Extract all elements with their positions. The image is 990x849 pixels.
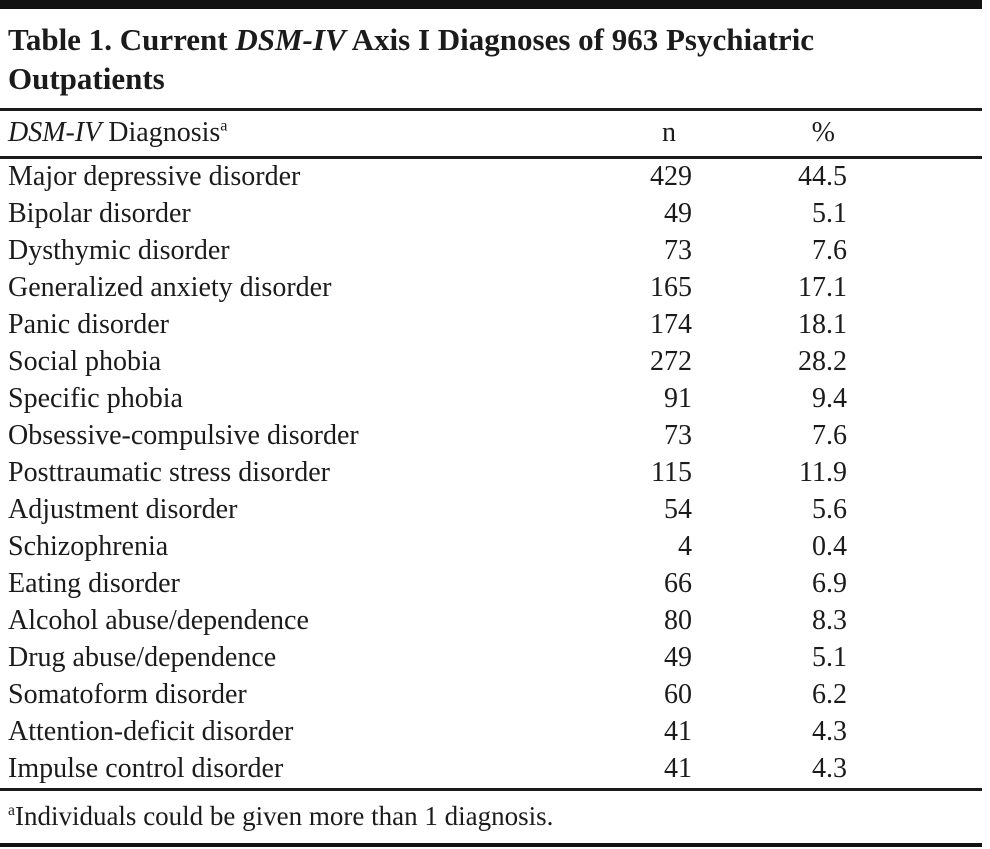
header-diagnosis-label: Diagnosis bbox=[101, 117, 221, 149]
spacer-cell bbox=[847, 157, 982, 196]
n-cell: 165 bbox=[650, 272, 692, 304]
table-row bbox=[0, 455, 982, 492]
table-row bbox=[0, 603, 982, 640]
table-row bbox=[0, 566, 982, 603]
spacer-cell bbox=[847, 603, 982, 640]
header-dsm-iv-italic: DSM-IV bbox=[8, 117, 102, 149]
percent-cell: 0.4 bbox=[812, 531, 847, 563]
table-title bbox=[0, 9, 982, 108]
spacer-cell bbox=[847, 418, 982, 455]
spacer-cell bbox=[847, 455, 982, 492]
diagnosis-cell: Bipolar disorder bbox=[8, 198, 191, 230]
n-cell: 49 bbox=[664, 198, 692, 230]
n-cell: 115 bbox=[651, 457, 692, 489]
diagnoses-table bbox=[0, 108, 982, 791]
title-dsm-iv-italic: DSM-IV bbox=[235, 22, 346, 57]
percent-cell: 5.1 bbox=[812, 642, 847, 674]
percent-cell: 17.1 bbox=[798, 272, 847, 304]
diagnosis-cell: Somatoform disorder bbox=[8, 679, 247, 711]
diagnosis-cell: Obsessive-compulsive disorder bbox=[8, 420, 359, 452]
spacer-cell bbox=[847, 233, 982, 270]
percent-column-header: % bbox=[692, 109, 847, 157]
percent-cell: 5.6 bbox=[812, 494, 847, 526]
spacer-column-header bbox=[847, 109, 982, 157]
table-row bbox=[0, 714, 982, 751]
table-row bbox=[0, 270, 982, 307]
spacer-cell bbox=[847, 492, 982, 529]
table-row bbox=[0, 233, 982, 270]
diagnosis-cell: Panic disorder bbox=[8, 309, 169, 341]
diagnosis-cell: Impulse control disorder bbox=[8, 753, 284, 785]
diagnosis-cell: Major depressive disorder bbox=[8, 161, 301, 193]
diagnosis-cell: Eating disorder bbox=[8, 568, 180, 600]
n-cell: 73 bbox=[664, 235, 692, 267]
percent-cell: 6.2 bbox=[812, 679, 847, 711]
diagnosis-cell: Posttraumatic stress disorder bbox=[8, 457, 330, 489]
percent-cell: 5.1 bbox=[812, 198, 847, 230]
spacer-cell bbox=[847, 640, 982, 677]
spacer-cell bbox=[847, 381, 982, 418]
n-cell: 60 bbox=[664, 679, 692, 711]
header-footnote-marker: a bbox=[220, 116, 228, 135]
percent-cell: 7.6 bbox=[812, 420, 847, 452]
table-row bbox=[0, 196, 982, 233]
diagnosis-cell: Generalized anxiety disorder bbox=[8, 272, 332, 304]
table-footnote bbox=[0, 791, 982, 843]
percent-cell: 11.9 bbox=[799, 457, 847, 489]
n-cell: 41 bbox=[664, 753, 692, 785]
spacer-cell bbox=[847, 714, 982, 751]
diagnosis-cell: Drug abuse/dependence bbox=[8, 642, 277, 674]
diagnosis-cell: Dysthymic disorder bbox=[8, 235, 230, 267]
table-row bbox=[0, 157, 982, 196]
percent-cell: 4.3 bbox=[812, 753, 847, 785]
n-cell: 49 bbox=[664, 642, 692, 674]
footnote-text: Individuals could be given more than 1 diagnosis. bbox=[14, 800, 554, 831]
n-cell: 41 bbox=[664, 716, 692, 748]
table-row bbox=[0, 529, 982, 566]
percent-cell: 7.6 bbox=[812, 235, 847, 267]
n-cell: 272 bbox=[650, 346, 692, 378]
footnote-marker: a bbox=[8, 801, 15, 819]
diagnosis-cell: Social phobia bbox=[8, 346, 162, 378]
spacer-cell bbox=[847, 307, 982, 344]
percent-cell: 8.3 bbox=[812, 605, 847, 637]
diagnosis-column-header bbox=[0, 109, 552, 157]
table-row bbox=[0, 677, 982, 714]
n-cell: 73 bbox=[664, 420, 692, 452]
spacer-cell bbox=[847, 566, 982, 603]
spacer-cell bbox=[847, 751, 982, 790]
table-row bbox=[0, 640, 982, 677]
spacer-cell bbox=[847, 344, 982, 381]
title-text-prefix: Table 1. Current bbox=[8, 22, 236, 57]
table-row bbox=[0, 492, 982, 529]
spacer-cell bbox=[847, 677, 982, 714]
table-row bbox=[0, 751, 982, 790]
bottom-rule-thick bbox=[0, 843, 982, 847]
n-cell: 91 bbox=[664, 383, 692, 415]
n-cell: 66 bbox=[664, 568, 692, 600]
percent-cell: 9.4 bbox=[812, 383, 847, 415]
table-row bbox=[0, 381, 982, 418]
percent-cell: 4.3 bbox=[812, 716, 847, 748]
n-cell: 4 bbox=[678, 531, 692, 563]
diagnosis-cell: Specific phobia bbox=[8, 383, 183, 415]
top-rule-thick bbox=[0, 0, 982, 9]
table-row bbox=[0, 344, 982, 381]
table-row bbox=[0, 418, 982, 455]
percent-cell: 18.1 bbox=[798, 309, 847, 341]
percent-cell: 6.9 bbox=[812, 568, 847, 600]
percent-cell: 44.5 bbox=[798, 161, 847, 193]
n-column-header: n bbox=[552, 109, 692, 157]
n-cell: 429 bbox=[650, 161, 692, 193]
spacer-cell bbox=[847, 270, 982, 307]
percent-cell: 28.2 bbox=[798, 346, 847, 378]
table-row bbox=[0, 307, 982, 344]
header-row bbox=[0, 109, 982, 157]
diagnosis-cell: Adjustment disorder bbox=[8, 494, 238, 526]
n-cell: 80 bbox=[664, 605, 692, 637]
diagnosis-cell: Alcohol abuse/dependence bbox=[8, 605, 309, 637]
n-cell: 174 bbox=[650, 309, 692, 341]
spacer-cell bbox=[847, 529, 982, 566]
diagnosis-cell: Attention-deficit disorder bbox=[8, 716, 294, 748]
n-cell: 54 bbox=[664, 494, 692, 526]
spacer-cell bbox=[847, 196, 982, 233]
diagnosis-cell: Schizophrenia bbox=[8, 531, 169, 563]
title-text-suffix: Axis I Diagnoses of 963 Psychiatric Outpatients bbox=[8, 22, 815, 97]
